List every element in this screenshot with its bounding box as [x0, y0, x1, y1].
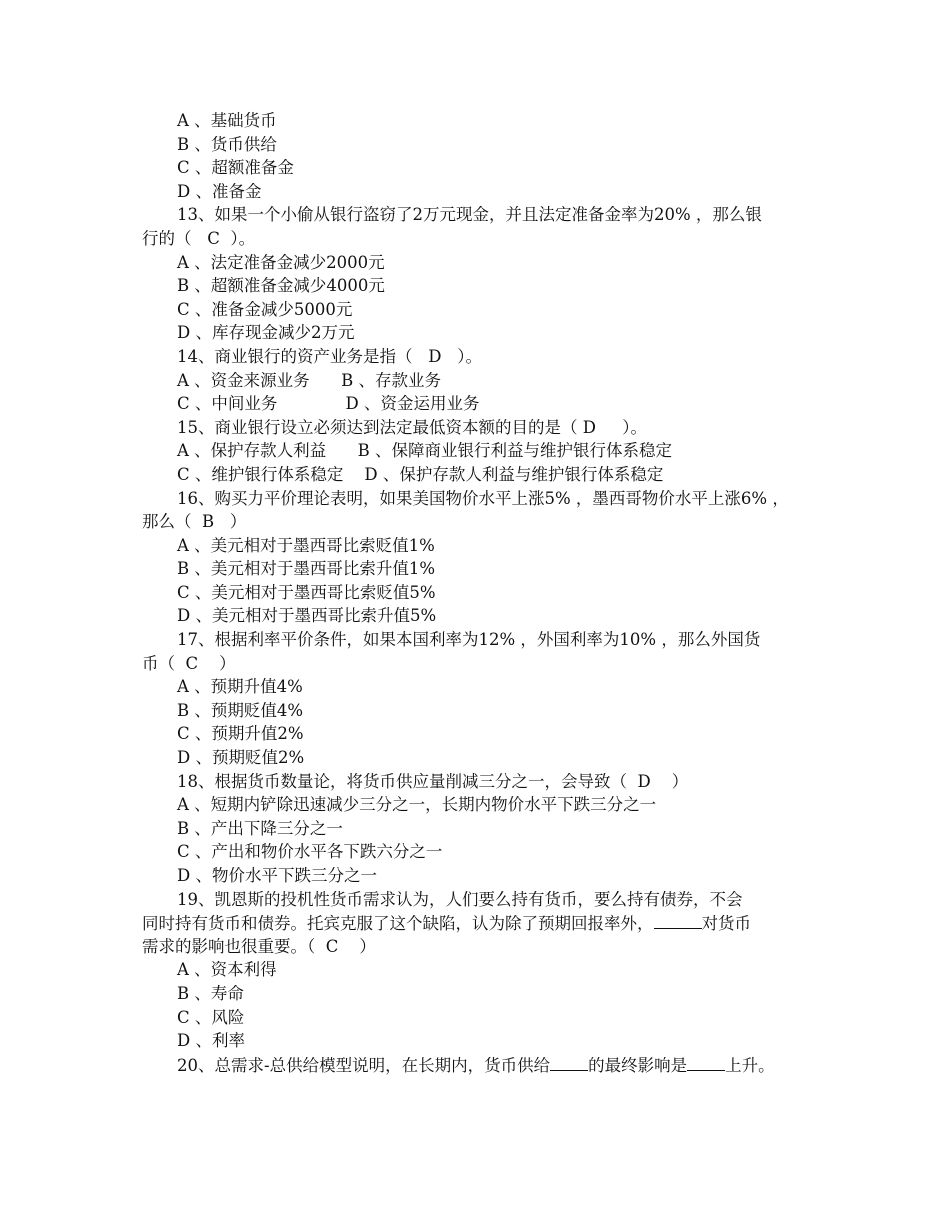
option-c: C 、超额准备金: [177, 158, 294, 178]
option-d: D 、库存现金减少2万元: [177, 323, 355, 343]
option-b: B 、产出下降三分之一: [177, 818, 343, 838]
option-c: C 、产出和物价水平各下跌六分之一: [177, 842, 443, 862]
option-d: D 、美元相对于墨西哥比索升值5%: [177, 606, 437, 626]
question-18-stem: 18、根据货币数量论，将货币供应量削减三分之一，会导致（ D ）: [177, 771, 689, 791]
fill-in-blank: [550, 1053, 588, 1071]
option-b: B 、美元相对于墨西哥比索升值1%: [177, 559, 436, 579]
option-c: C 、风险: [177, 1007, 245, 1027]
option-d: D 、物价水平下跌三分之一: [177, 866, 377, 885]
question-16-stem-cont: 那么（ B ）: [142, 512, 247, 532]
option-b: B 、寿命: [177, 983, 244, 1003]
question-20-text: 的最终影响是: [588, 1055, 688, 1075]
option-b: B 、货币供给: [177, 134, 277, 154]
fill-in-blank: [687, 1053, 725, 1071]
question-15-stem: 15、商业银行设立必须达到法定最低资本额的目的是（ D ）。: [177, 417, 647, 437]
option-c: C 、准备金减少5000元: [177, 299, 353, 319]
option-a: A 、资本利得: [177, 960, 277, 980]
question-13-stem: 13、如果一个小偷从银行盗窃了2万元现金，并且法定准备金率为20% ，那么银: [177, 205, 762, 225]
option-a: A 、法定准备金减少2000元: [177, 252, 385, 272]
fill-in-blank: [654, 911, 702, 929]
question-16-stem: 16、购买力平价理论表明，如果美国物价水平上涨5% ，墨西哥物价水平上涨6% ，: [177, 488, 789, 508]
question-20-stem: [142, 1053, 812, 1077]
question-list: [142, 109, 812, 1076]
option-a: A 、预期升值4%: [177, 677, 303, 697]
option-d: D 、准备金: [177, 181, 262, 201]
option-b: B 、超额准备金减少4000元: [177, 276, 385, 296]
options-cd: C 、维护银行体系稳定 D 、保护存款人利益与维护银行体系稳定: [177, 464, 664, 484]
question-17-stem-cont: 币（ C ）: [142, 653, 236, 673]
question-19-text: 同时持有货币和债券。托宾克服了这个缺陷，认为除了预期回报率外，: [142, 914, 654, 934]
options-ab: A 、保护存款人利益 B 、保障商业银行利益与维护银行体系稳定: [177, 441, 672, 461]
option-c: C 、美元相对于墨西哥比索贬值5%: [177, 582, 436, 602]
question-19-stem-cont: [142, 911, 812, 935]
question-13-stem-cont: 行的（ C ）。: [142, 228, 256, 248]
option-d: D 、预期贬值2%: [177, 748, 305, 768]
question-17-stem: 17、根据利率平价条件，如果本国利率为12% ，外国利率为10% ，那么外国货: [177, 630, 761, 650]
options-ab: A 、资金来源业务 B 、存款业务: [177, 370, 441, 390]
option-c: C 、预期升值2%: [177, 724, 304, 744]
question-19-text: 对货币: [701, 914, 751, 934]
question-20-text: 上升。: [725, 1055, 775, 1075]
question-19-stem: 19、凯恩斯的投机性货币需求认为，人们要么持有货币，要么持有债券，不会: [177, 889, 743, 909]
option-b: B 、预期贬值4%: [177, 700, 304, 720]
question-20-text: 20、总需求-总供给模型说明，在长期内，货币供给: [177, 1055, 551, 1075]
option-a: A 、短期内铲除迅速减少三分之一，长期内物价水平下跌三分之一: [177, 795, 657, 815]
question-19-stem-end: 需求的影响也很重要。（ C ）: [142, 936, 376, 956]
option-d: D 、利率: [177, 1031, 245, 1051]
options-cd: C 、中间业务 D 、资金运用业务: [177, 394, 480, 414]
option-a: A 、美元相对于墨西哥比索贬值1%: [177, 535, 435, 555]
question-14-stem: 14、商业银行的资产业务是指（ D ）。: [177, 346, 482, 366]
option-a: A 、基础货币: [177, 111, 277, 130]
